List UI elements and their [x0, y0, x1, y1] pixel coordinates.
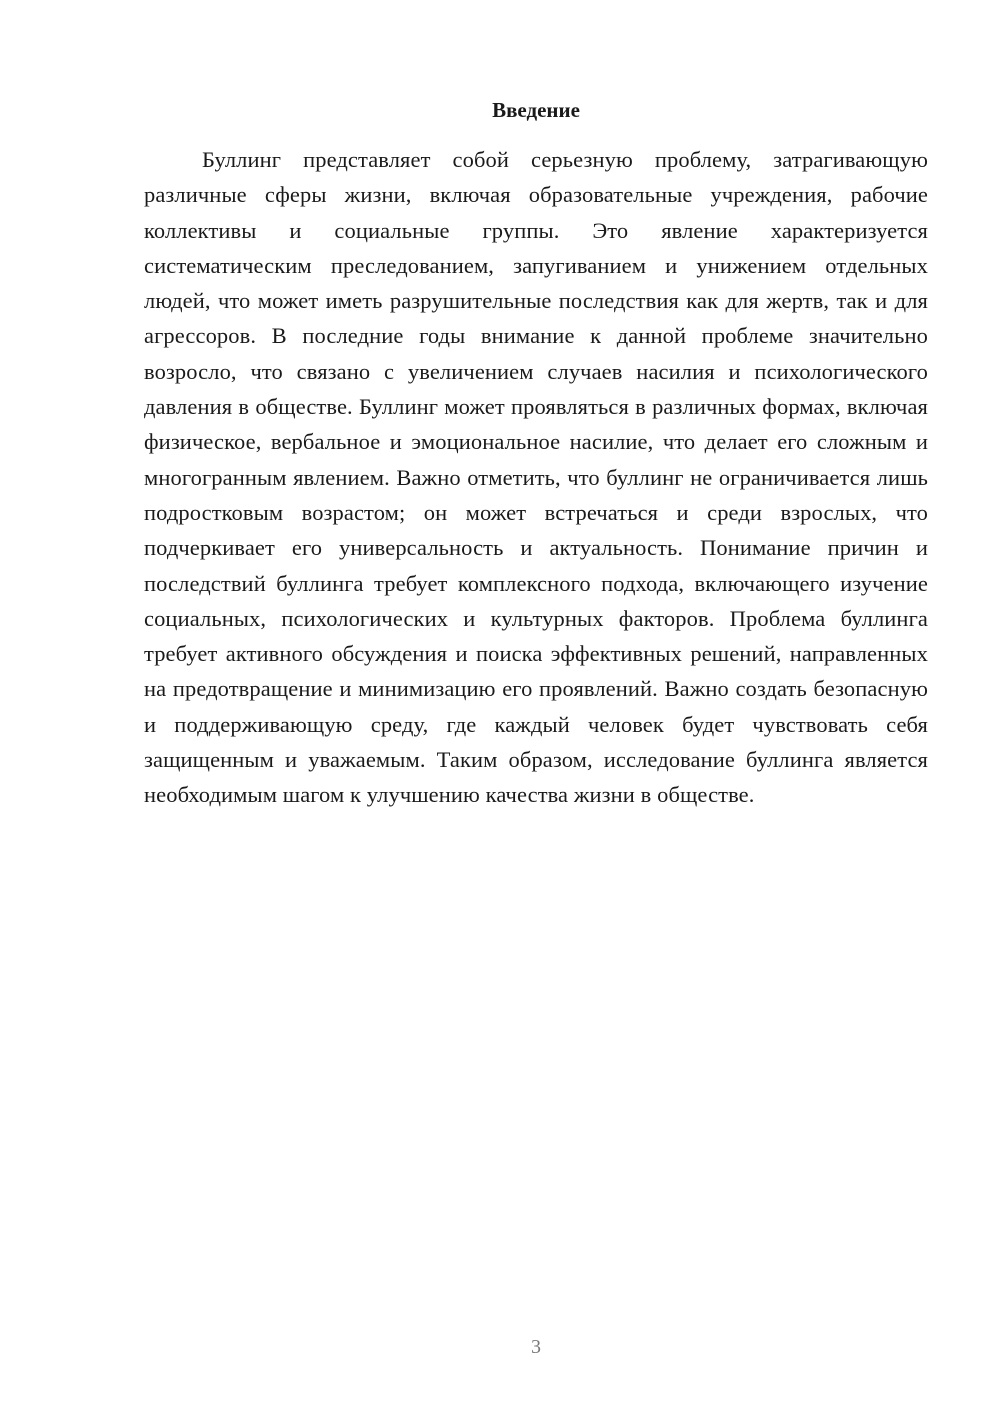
- page-number: 3: [531, 1336, 541, 1358]
- section-heading: Введение: [492, 98, 580, 122]
- body-paragraph: Буллинг представляет собой серьезную проблему, затрагивающую различные сферы жизни, включая образовательные учреждения, рабочие коллективы и социальные группы. Это явление характеризуется систематическим преследованием, запугиванием и унижением отдельных людей, что может иметь разрушительные последствия как для жертв, так и для агрессоров. В последние годы внимание к данной проблеме значительно возросло, что связано с увеличением случаев насилия и психологического давления в обществе. Буллинг может проявляться в различных формах, включая физическое, вербальное и эмоциональное насилие, что делает его сложным и многогранным явлением. Важно отметить, что буллинг не ограничивается лишь подростковым возрастом; он может встречаться и среди взрослых, что подчеркивает его универсальность и актуальность. Понимание причин и последствий буллинга требует комплексного подхода, включающего изучение социальных, психологических и культурных факторов. Проблема буллинга требует активного обсуждения и поиска эффективных решений, направленных на предотвращение и минимизацию его проявлений. Важно создать безопасную и поддерживающую среду, где каждый человек будет чувствовать себя защищенным и уважаемым. Таким образом, исследование буллинга является необходимым шагом к улучшению качества жизни в обществе.: [144, 147, 928, 808]
